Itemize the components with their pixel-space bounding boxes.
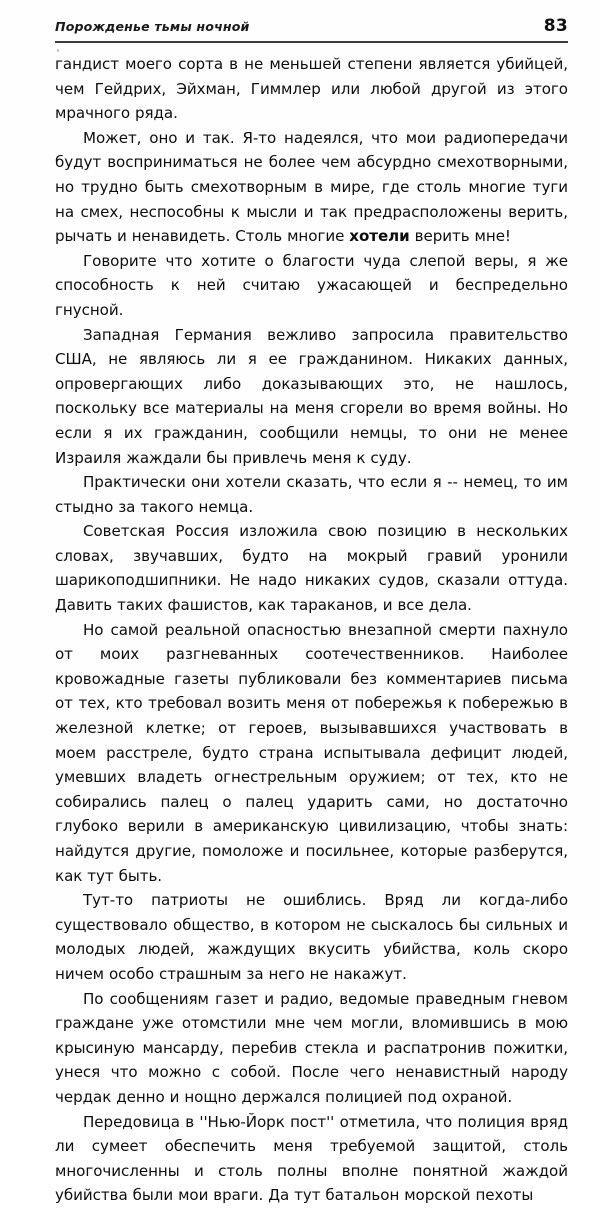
paragraph-10: Передовица в ''Нью-Йорк пост'' отметила, что полиция вряд ли сумеет обеспечить меня требуемой защитой, столь многочисленны и столь полны вполне понятной жаждой убийства были мои враги. Да тут батальон морской пехоты [55,1112,568,1205]
paragraph-6: Советская Россия изложила свою позицию в нескольких словах, звучавших, будто на мокрый гравий уронили шарикоподшипники. Не надо никаких судов, сказали оттуда. Давить таких фашистов, как тараканов, и все дела. [55,522,568,615]
running-title: Порожденье тьмы ночной [55,19,250,34]
paragraph-8: Тут-то патриоты не ошиблись. Вряд ли когда-либо существовало общество, в котором не сыскалось бы сильных и молодых людей, жаждущих вкусить убийства, коль скоро ничем особо страшным за него не накажут. [55,891,568,983]
page-number: 83 [543,16,568,36]
paragraph-2-emphasis: хотели [349,227,410,246]
paragraph-1: гандист моего сорта в не меньшей степени является убийцей, чем Гейдрих, Эйхман, Гиммлер или любой другой из этого мрачного ряда. [55,55,568,123]
paragraph-7: Но самой реальной опасностью внезапной смерти пахнуло от моих разгневанных соотечественников. Наиболее кровожадные газеты публиковали без комментариев письма от тех, кто требовал возить меня от побережья к побережью в железной клетке; от героев, вызывавшихся участвовать в моем расстреле, будто страна испытывала дефицит людей, умевших владеть огнестрельным оружием; от тех, кто не собирались палец о палец ударить сами, но достаточно глубоко верили в американскую цивилизацию, чтобы знать: найдутся другие, помоложе и посильнее, которые разберутся, как тут быть. [55,620,568,885]
paragraph-5: Практически они хотели сказать, что если я -- немец, то им стыдно за такого немца. [55,473,568,516]
paragraph-4: Западная Германия вежливо запросила правительство США, не являюсь ли я ее гражданином. Никаких данных, опровергающих либо доказывающих это, не нашлось, поскольку все материалы на меня сгорели во время войны. Но если я их гражданин, сообщили немцы, то они не менее Израиля жаждали бы привлечь меня к суду. [55,325,568,467]
paragraph-2 [55,126,568,249]
paragraph-3: Говорите что хотите о благости чуда слепой веры, я же способность к ней считаю ужасающей и беспредельно гнусной. [55,251,568,319]
paragraph-2-text-after-bold: верить мне! [409,227,511,246]
paragraph-9: По сообщениям газет и радио, ведомые праведным гневом граждане уже отомстили мне чем могли, вломившись в мою крысиную мансарду, перебив стекла и распатронив пожитки, унеся что можно с собой. После чего ненавистный народу чердак денно и нощно держался полицией под охраной. [55,989,568,1106]
body-text-block [55,52,568,1208]
header-divider [55,41,568,43]
paragraph-2-text-before-bold: Может, оно и так. Я-то надеялся, что мои радиопередачи будут восприниматься не более чем абсурдно смехотворными, но трудно быть смехотворным в мире, где столь многие туги на смех, неспособны к мысли и так предрасположены верить, рычать и ненавидеть. Столь многие [55,128,568,246]
page-header [55,16,568,42]
